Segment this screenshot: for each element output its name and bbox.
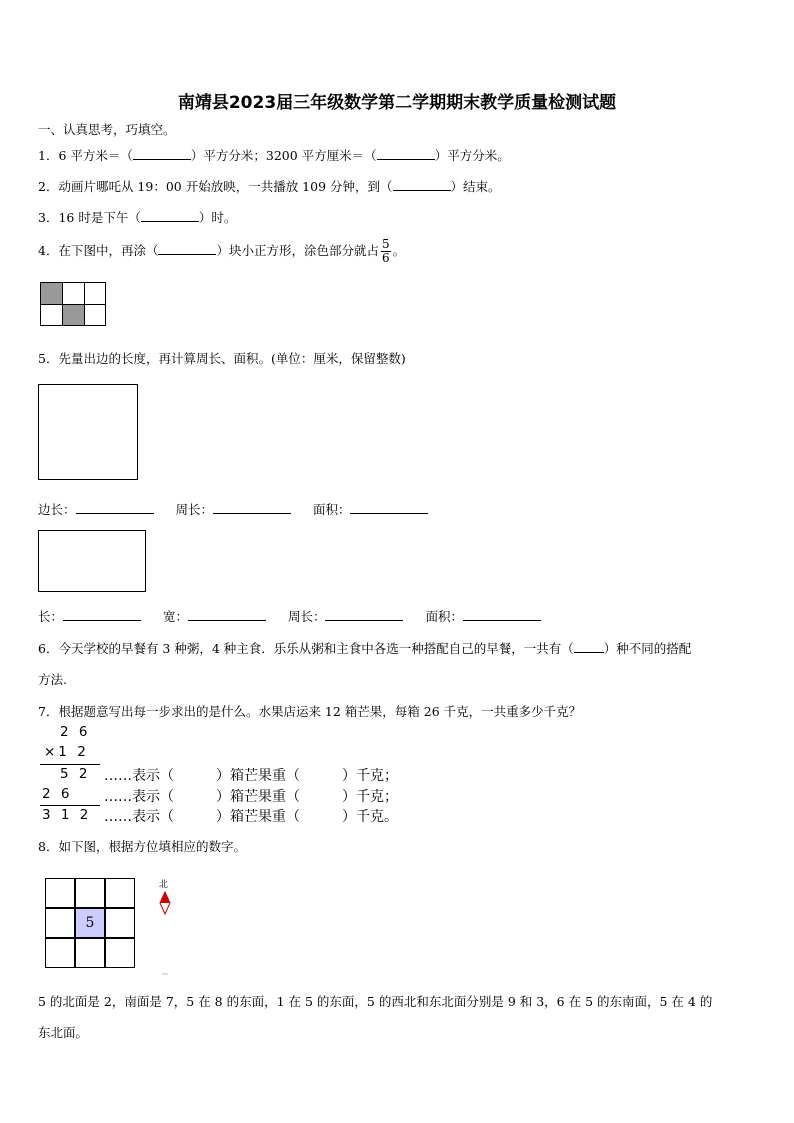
q1-text-b: ）平方分米；3200 平方厘米＝（ xyxy=(190,148,377,163)
grid-cell-nw[interactable] xyxy=(45,878,75,908)
grid-cell-se[interactable] xyxy=(105,938,135,968)
question-6 xyxy=(38,639,691,657)
explain-line-3: ……表示（ ）箱芒果重（ ）千克。 xyxy=(104,809,398,825)
perimeter-blank[interactable] xyxy=(213,513,291,514)
q4-text-a: 4．在下图中，再涂（ xyxy=(38,243,159,258)
square-grid-figure xyxy=(40,282,106,326)
calc-row-2: ×1 2 xyxy=(44,744,89,760)
question-8: 8．如下图，根据方位填相应的数字。 xyxy=(38,839,246,854)
grid-cell xyxy=(41,305,63,325)
square-measure-row xyxy=(38,500,428,518)
center-number: 5 xyxy=(85,915,95,931)
width-label: 宽： xyxy=(162,609,188,624)
calc-row-5: 3 1 2 xyxy=(42,807,92,823)
q3-text-b: ）时。 xyxy=(198,210,237,225)
q4-blank[interactable] xyxy=(158,254,216,255)
q1-blank-2[interactable] xyxy=(377,159,435,160)
q4-text-b: ）块小正方形，涂色部分就占 xyxy=(216,243,379,258)
q1-blank-1[interactable] xyxy=(133,159,191,160)
explain-line-1: ……表示（ ）箱芒果重（ ）千克； xyxy=(104,768,398,784)
question-1 xyxy=(38,146,510,164)
grid-cell-n[interactable] xyxy=(75,878,105,908)
rect-area-blank[interactable] xyxy=(463,620,541,621)
q8-description-2: 东北面。 xyxy=(38,1025,89,1040)
q6-blank[interactable] xyxy=(574,652,604,653)
question-5: 5．先量出边的长度，再计算周长、面积。(单位：厘米，保留整数) xyxy=(38,351,406,366)
fraction-numerator: 5 xyxy=(381,237,390,251)
grid-cell xyxy=(63,283,85,305)
rect-perimeter-blank[interactable] xyxy=(325,620,403,621)
rect-area-label: 面积： xyxy=(425,609,463,624)
question-6-cont: 方法. xyxy=(38,672,67,687)
q6-text-a: 6．今天学校的早餐有 3 种粥，4 种主食．乐乐从粥和主食中各选一种搭配自己的早餐，一共有（ xyxy=(38,641,574,656)
q1-text-a: 1．6 平方米＝（ xyxy=(38,148,133,163)
grid-cell xyxy=(85,283,105,305)
rectangle-measure-row xyxy=(38,607,541,625)
north-label: 北 xyxy=(159,880,169,890)
compass-arrow-icon xyxy=(158,890,172,980)
calc-row-4: 2 6 xyxy=(42,786,73,802)
length-label: 长： xyxy=(38,609,64,624)
grid-cell-shaded xyxy=(63,305,85,325)
perimeter-label: 周长： xyxy=(175,502,213,517)
calc-line-2 xyxy=(40,805,100,806)
length-blank[interactable] xyxy=(63,620,141,621)
grid-cell-ne[interactable] xyxy=(105,878,135,908)
grid-cell-center xyxy=(75,908,105,938)
q8-description-1: 5 的北面是 2，南面是 7，5 在 8 的东面，1 在 5 的东面，5 的西北和东北面分别是 9 和 3，6 在 5 的东南面，5 在 4 的 xyxy=(38,994,713,1009)
q2-blank[interactable] xyxy=(393,190,451,191)
grid-cell-s[interactable] xyxy=(75,938,105,968)
rect-perimeter-label: 周长： xyxy=(287,609,326,624)
calc-line-1 xyxy=(40,764,100,765)
q2-text-b: ）结束。 xyxy=(450,179,501,194)
grid-cell-w[interactable] xyxy=(45,908,75,938)
q6-text-b: ）种不同的搭配 xyxy=(603,641,692,656)
question-2 xyxy=(38,177,501,195)
q3-text-a: 3．16 时是下午（ xyxy=(38,210,141,225)
grid-cell xyxy=(85,305,105,325)
grid-cell-e[interactable] xyxy=(105,908,135,938)
side-blank[interactable] xyxy=(76,513,154,514)
square-figure xyxy=(38,384,138,480)
side-label: 边长： xyxy=(38,502,76,517)
grid-cell-shaded xyxy=(41,283,63,305)
fraction xyxy=(381,238,391,265)
calc-row-3: 5 2 xyxy=(60,766,91,782)
question-7: 7．根据题意写出每一步求出的是什么。水果店运来 12 箱芒果，每箱 26 千克，一共重多少千克？ xyxy=(38,704,582,719)
area-label: 面积： xyxy=(312,502,351,517)
rectangle-figure xyxy=(38,530,146,592)
grid-cell-sw[interactable] xyxy=(45,938,75,968)
fraction-denominator: 6 xyxy=(381,251,390,265)
q1-text-c: ）平方分米。 xyxy=(434,148,510,163)
section-heading: 一、认真思考，巧填空。 xyxy=(38,122,176,137)
width-blank[interactable] xyxy=(188,620,266,621)
direction-grid xyxy=(45,878,136,968)
q2-text-a: 2．动画片哪吒从 19：00 开始放映，一共播放 109 分钟，到（ xyxy=(38,179,393,194)
q4-text-c: 。 xyxy=(392,243,406,258)
question-4 xyxy=(38,238,405,265)
question-3 xyxy=(38,208,236,226)
area-blank[interactable] xyxy=(350,513,428,514)
q3-blank[interactable] xyxy=(141,221,199,222)
explain-line-2: ……表示（ ）箱芒果重（ ）千克； xyxy=(104,789,398,805)
page-title: 南靖县2023届三年级数学第二学期期末教学质量检测试题 xyxy=(177,93,617,113)
calc-row-1: 2 6 xyxy=(60,724,91,740)
